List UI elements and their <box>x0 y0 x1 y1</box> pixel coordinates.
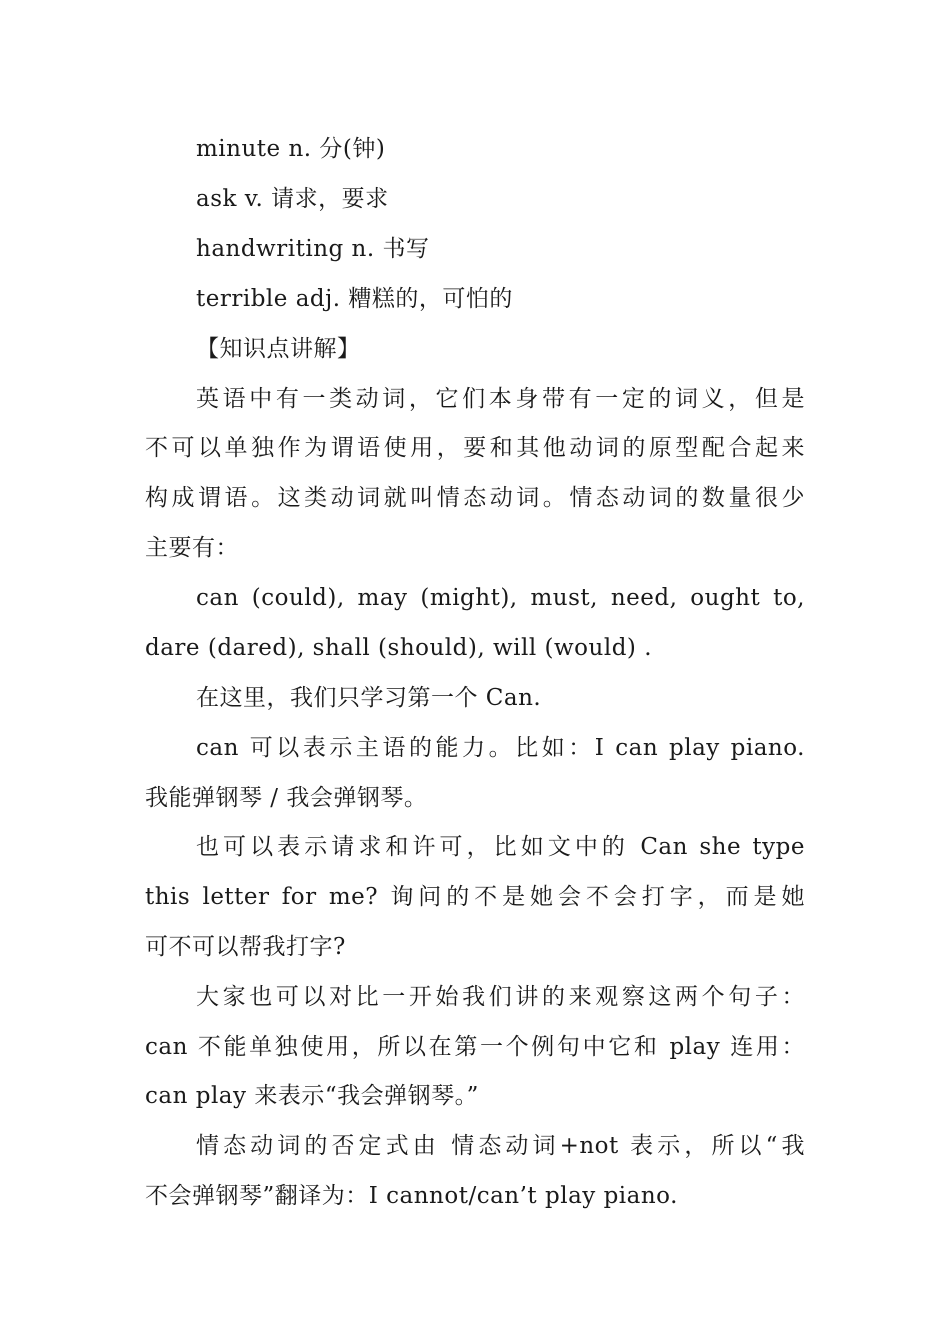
paragraph-line: can 不能单独使用，所以在第一个例句中它和 play 连用： <box>145 1034 805 1060</box>
paragraph-line: 情态动词的否定式由 情态动词+not 表示，所以“我 <box>196 1133 805 1159</box>
paragraph-line: this letter for me? 询问的不是她会不会打字，而是她 <box>145 884 805 910</box>
paragraph-line: can 可以表示主语的能力。比如：I can play piano. <box>196 735 805 761</box>
vocab-item-terrible: terrible adj. 糟糕的，可怕的 <box>196 286 513 312</box>
paragraph-line: 大家也可以对比一开始我们讲的来观察这两个句子： <box>196 984 805 1010</box>
paragraph-line: 也可以表示请求和许可，比如文中的 Can she type <box>196 834 805 860</box>
paragraph-line: 构成谓语。这类动词就叫情态动词。情态动词的数量很少 <box>145 485 805 511</box>
paragraph-line: can (could), may (might), must, need, ought to, <box>196 585 805 611</box>
paragraph-line: dare (dared), shall (should), will (would) . <box>145 635 653 661</box>
paragraph-line: 不会弹钢琴”翻译为：I cannot/can’t play piano. <box>145 1183 678 1209</box>
paragraph-line: 主要有： <box>145 535 239 561</box>
paragraph-line: can play 来表示“我会弹钢琴。” <box>145 1083 479 1109</box>
paragraph-line: 我能弹钢琴 / 我会弹钢琴。 <box>145 785 428 811</box>
paragraph-line: 在这里，我们只学习第一个 Can. <box>196 685 542 711</box>
vocab-item-minute: minute n. 分(钟) <box>196 136 386 162</box>
paragraph-line: 可不可以帮我打字? <box>145 934 346 960</box>
vocab-item-handwriting: handwriting n. 书写 <box>196 236 430 262</box>
section-heading: 【知识点讲解】 <box>196 336 361 362</box>
paragraph-line: 英语中有一类动词，它们本身带有一定的词义，但是 <box>196 386 805 412</box>
paragraph-line: 不可以单独作为谓语使用，要和其他动词的原型配合起来 <box>145 435 805 461</box>
vocab-item-ask: ask v. 请求，要求 <box>196 186 389 212</box>
